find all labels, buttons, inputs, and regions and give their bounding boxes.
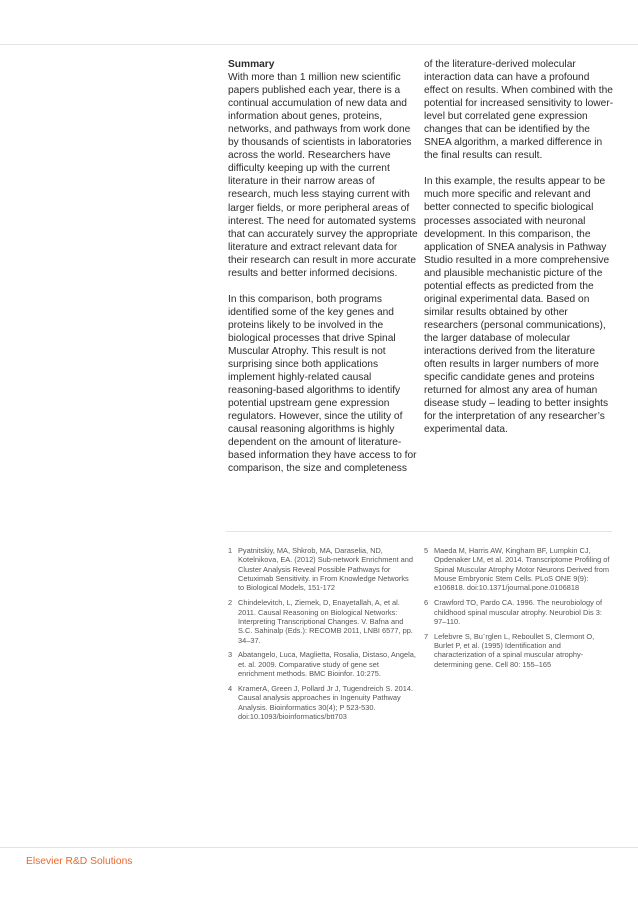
reference-item [424,598,612,626]
reference-text: Abatangelo, Luca, Maglietta, Rosalia, Distaso, Angela, et. al. 2009. Comparative study of gene set enrichment methods. BMC Bioinfor. 10:275. [238,650,416,679]
references-rule [226,531,612,532]
reference-item [228,598,416,645]
reference-item [424,632,612,669]
references-left-column [228,546,416,727]
reference-text: Lefebvre S, Bu¨rglen L, Reboullet S, Clermont O, Burlet P, et al. (1995) Identification and characterization of a spinal muscular atrophy-determining gene. Cell 80: 155–165 [434,631,595,669]
reference-text: Pyatnitskiy, MA, Shkrob, MA, Daraselia, ND, Kotelnikova, EA. (2012) Sub-network Enrichment and Cluster Analysis Reveal Possible Pathways for Cetuximab Sensitivity. in From Knowledge Networks to Biological Models, 151-172 [238,546,414,593]
reference-number: 2 [228,598,233,608]
reference-number: 5 [424,546,429,555]
summary-heading: Summary [228,59,275,70]
reference-text: Crawford TO, Pardo CA. 1996. The neurobiology of childhood spinal muscular atrophy. Neurobiol Dis 3: 97–110. [434,598,603,626]
reference-number: 1 [228,546,233,555]
reference-number: 7 [424,631,429,641]
summary-paragraph-2: In this comparison, both programs identified some of the key genes and proteins likely to be involved in the biological processes that drive Spinal Muscular Atrophy. This result is not surprising since both applications implement highly-related causal reasoning-based algorithms to identify potential upstream gene expression regulators. However, since the utility of causal reasoning algorithms is highly dependent on the amount of literature-based information they have access to for comparison, the size and completeness [228,293,417,475]
reference-item [228,650,416,678]
summary-paragraph-3: of the literature-derived molecular interaction data can have a profound effect on results. When combined with the potential for increased sensitivity to lower-level but correlated gene expression changes that can be identified by the SNEA algorithm, a marked difference in the final results can result. [424,59,614,162]
summary-paragraph-4: In this example, the results appear to be much more specific and relevant and better connected to specific biological processes associated with neuronal development. In this comparison, the application of SNEA analysis in Pathway Studio resulted in a more comprehensive and plausible mechanistic picture of the potential effects as predicted from the original experimental data. Based on similar results obtained by other researchers (personal communications), the larger database of molecular interactions derived from the literature often results in larger numbers of more specific candidate genes and proteins returned for almost any area of human disease study – leading to better insights for the interpretation of any researcher’s experimental data. [424,176,610,436]
summary-left-column [228,58,418,488]
top-rule [0,44,638,45]
references-right-column [424,546,612,675]
reference-item [424,546,612,593]
footer-rule [0,847,638,848]
reference-item [228,684,416,721]
reference-number: 3 [228,650,233,660]
reference-text: Maeda M, Harris AW, Kingham BF, Lumpkin CJ, Opdenaker LM, et al. 2014. Transcriptome Profiling of Spinal Muscular Atrophy Motor Neurons Derived from Mouse Embryonic Stem Cells. PLoS ONE 9(9): e106818. doi:10.1371/journal.pone.0106818 [434,546,610,593]
summary-paragraph-1: With more than 1 million new scientific papers published each year, there is a continual accumulation of new data and information about genes, proteins, networks, and pathways from work done by thousands of scientists in laboratories across the world. Researchers have difficulty keeping up with the current literature in their narrow areas of research, much less staying current with larger fields, or more peripheral areas of interest. The need for automated systems that can accurately survey the appropriate literature and extract relevant data for their research can result in more accurate results and better informed decisions. [228,72,418,279]
footer-brand: Elsevier R&D Solutions [26,856,133,867]
summary-right-column [424,58,614,449]
reference-item [228,546,416,593]
reference-text: KramerA, Green J, Pollard Jr J, Tugendreich S. 2014. Causal analysis approaches in Ingenuity Pathway Analysis. Bioinformatics 30(4); P 523-530. doi:10.1093/bioinformatics/btt703 [238,683,413,721]
reference-number: 4 [228,683,233,693]
reference-number: 6 [424,598,429,608]
reference-text: Chindelevitch, L, Ziemek, D, Enayetallah, A, et al. 2011. Causal Reasoning on Biological Networks: Interpreting Transcriptional Changes. V. Bafna and S.C. Sahinalp (Eds.): RECOMB 2011, LNBI 6577, pp. 34–37. [238,598,413,645]
